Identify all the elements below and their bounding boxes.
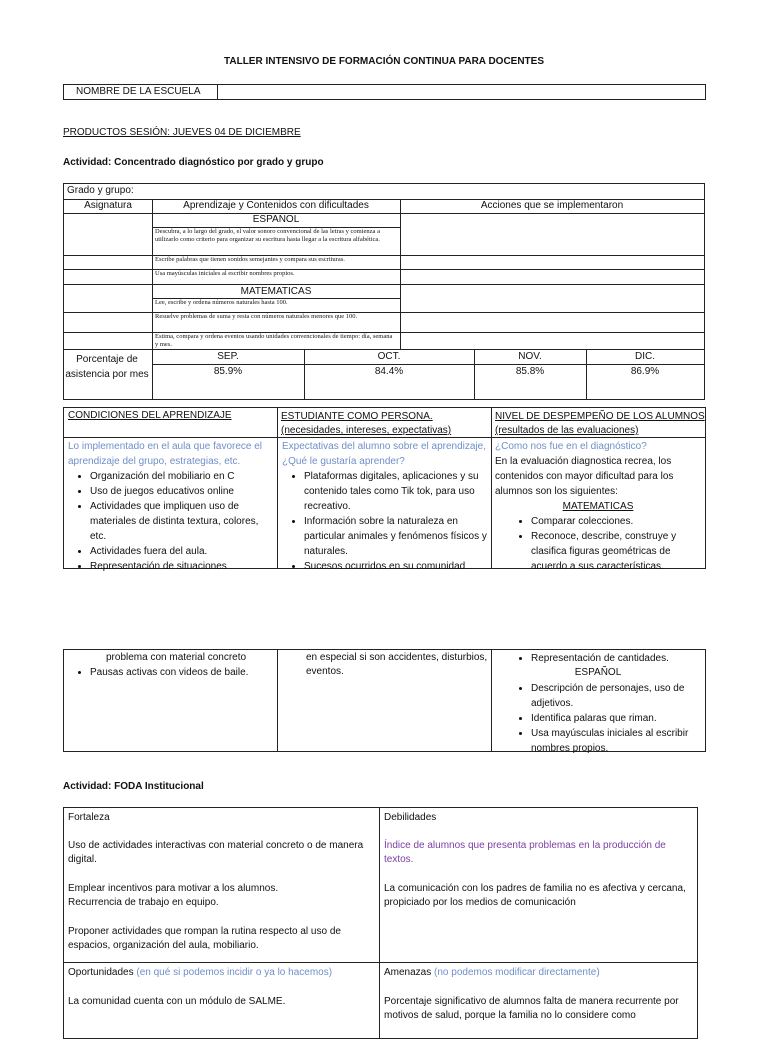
performance-header-sub: (resultados de las evaluaciones): [495, 425, 639, 436]
performance-item: • Reconoce, describe, construye y clasifica figuras geométricas de acuerdo a sus características.: [531, 529, 701, 574]
percent-dic: 86.9%: [630, 366, 660, 377]
student-item: • Plataformas digitales, aplicaciones y su contenido tales como Tik tok, para uso recreativo.: [304, 469, 488, 514]
oportunidades-cell: [68, 966, 374, 1009]
performance-espanol-heading: ESPAÑOL: [574, 667, 622, 678]
conditions-continuation-table: [63, 649, 706, 752]
amenazas-hint: (no podemos modificar directamente): [434, 967, 600, 978]
matematicas-item-1: Lee, escribe y ordena números naturales hasta 100.: [155, 299, 288, 306]
attendance-label: Porcentaje de asistencia por mes: [65, 354, 149, 380]
fortaleza-item: Recurrencia de trabajo en equipo.: [68, 897, 219, 908]
espanol-item-3: Usa mayúsculas iniciales al escribir nombres propios.: [155, 270, 295, 277]
student-cont-text: en especial si son accidentes, disturbios, eventos.: [306, 652, 488, 677]
school-name-table: [63, 84, 706, 100]
conditions-item: • Actividades que impliquen uso de materiales de distinta textura, colores, etc.: [90, 499, 274, 544]
oportunidades-hint: (en qué si podemos incidir o ya lo hacemos): [136, 967, 333, 978]
student-prompt: Expectativas del alumno sobre el aprendizaje, ¿Qué le gustaría aprender?: [282, 441, 487, 467]
month-oct: OCT.: [377, 351, 401, 362]
fortaleza-item: Proponer actividades que rompan la rutina respecto al uso de espacios, organización del aula, mobiliario.: [68, 926, 341, 951]
debilidades-highlight: Índice de alumnos que presenta problemas en la producción de textos.: [384, 840, 666, 865]
performance-item: • Comparar colecciones.: [531, 514, 701, 529]
performance-text: En la evaluación diagnostica recrea, los contenidos con mayor dificultad para los alumnos son los siguientes:: [495, 456, 674, 497]
performance-cont-cell: [495, 651, 701, 756]
matematicas-item-2: Resuelve problemas de suma y resta con números naturales menores que 100.: [155, 313, 358, 320]
document-title: TALLER INTENSIVO DE FORMACIÓN CONTINUA PARA DOCENTES: [224, 56, 544, 67]
debilidades-cell: [384, 811, 692, 910]
fortaleza-label: Fortaleza: [68, 812, 110, 823]
matematicas-item-3: Estima, compara y ordena eventos usando unidades convencionales de tiempo: día, semana y mes.: [155, 333, 393, 348]
conditions-header: CONDICIONES DEL APRENDIZAJE: [68, 410, 232, 421]
fortaleza-item: Uso de actividades interactivas con material concreto o de manera digital.: [68, 840, 364, 865]
amenazas-label: Amenazas: [384, 967, 432, 978]
session-heading: PRODUCTOS SESIÓN: JUEVES 04 DE DICIEMBRE: [63, 127, 301, 138]
amenazas-text: Porcentaje significativo de alumnos falta de manera recurrente por motivos de salud, porque la familia no lo considere como: [384, 996, 679, 1021]
month-sep: SEP.: [217, 351, 239, 362]
conditions-item: • Pausas activas con videos de baile.: [90, 665, 274, 680]
foda-table: [63, 807, 698, 1039]
performance-item: • Descripción de personajes, uso de adjetivos.: [531, 681, 701, 711]
debilidades-text: La comunicación con los padres de familia no es afectiva y cercana, propiciado por los medios de comunicación: [384, 883, 686, 908]
month-nov: NOV.: [518, 351, 542, 362]
conditions-item: • Representación de situaciones: [90, 559, 274, 574]
student-cont-cell: [282, 651, 488, 679]
percent-oct: 84.4%: [374, 366, 404, 377]
espanol-item-2: Escribe palabras que tienen sonidos semejantes y compara sus escrituras.: [155, 256, 345, 263]
performance-cell: [495, 439, 701, 574]
student-header-title: ESTUDIANTE COMO PERSONA.: [281, 411, 433, 422]
conditions-item: • Actividades fuera del aula.: [90, 544, 274, 559]
conditions-cell: [68, 439, 274, 574]
espanol-item-1: Descubra, a lo largo del grado, el valor sonoro convencional de las letras y comienza a utilizarlo como criterio para organizar su escritura hasta llegar a la escritura alfabética.: [155, 228, 380, 243]
activity1-heading: Actividad: Concentrado diagnóstico por grado y grupo: [63, 157, 324, 168]
performance-prompt: ¿Como nos fue en el diagnóstico?: [495, 441, 647, 452]
student-header: [281, 410, 451, 438]
performance-item: • Usa mayúsculas iniciales al escribir nombres propios.: [531, 726, 701, 756]
percent-nov: 85.8%: [515, 366, 545, 377]
conditions-item: • Uso de juegos educativos online: [90, 484, 274, 499]
oportunidades-text: La comunidad cuenta con un módulo de SALME.: [68, 996, 286, 1007]
month-dic: DIC.: [635, 351, 655, 362]
conditions-table: [63, 407, 706, 572]
student-header-sub: (necesidades, intereses, expectativas): [281, 425, 452, 436]
oportunidades-label: Oportunidades: [68, 967, 134, 978]
amenazas-cell: [384, 966, 692, 1023]
diagnostic-table: [63, 183, 705, 400]
actions-header: Acciones que se implementaron: [480, 200, 624, 211]
school-label: NOMBRE DE LA ESCUELA: [64, 85, 218, 100]
activity2-heading: Actividad: FODA Institucional: [63, 781, 204, 792]
fortaleza-item: Emplear incentivos para motivar a los alumnos.: [68, 883, 279, 894]
school-value[interactable]: [218, 85, 706, 100]
conditions-cont-cell: [68, 651, 274, 680]
student-item: • Sucesos ocurridos en su comunidad: [304, 559, 488, 574]
performance-header-title: NIVEL DE DESPEMPEÑO DE LOS ALUMNOS: [495, 411, 705, 422]
percent-sep: 85.9%: [213, 366, 243, 377]
learning-header: Aprendizaje y Contenidos con dificultades: [183, 200, 369, 211]
espanol-heading: ESPAÑOL: [252, 214, 300, 225]
performance-header: [495, 410, 705, 438]
student-cell: [282, 439, 488, 574]
subject-header: Asignatura: [84, 200, 132, 211]
student-item: • Información sobre la naturaleza en particular animales y fenómenos físicos y naturales.: [304, 514, 488, 559]
performance-item: • Identifica palaras que riman.: [531, 711, 701, 726]
fortaleza-cell: [68, 811, 374, 953]
grade-label: Grado y grupo:: [67, 185, 134, 196]
matematicas-heading: MATEMATICAS: [240, 286, 312, 297]
debilidades-label: Debilidades: [384, 812, 437, 823]
conditions-cont-text: problema con material concreto: [106, 652, 247, 663]
conditions-item: • Organización del mobiliario en C: [90, 469, 274, 484]
performance-item: • Representación de cantidades.: [531, 651, 701, 666]
conditions-prompt: Lo implementado en el aula que favorece el aprendizaje del grupo, estrategias, etc.: [68, 441, 263, 467]
performance-math-heading: MATEMATICAS: [562, 501, 634, 512]
